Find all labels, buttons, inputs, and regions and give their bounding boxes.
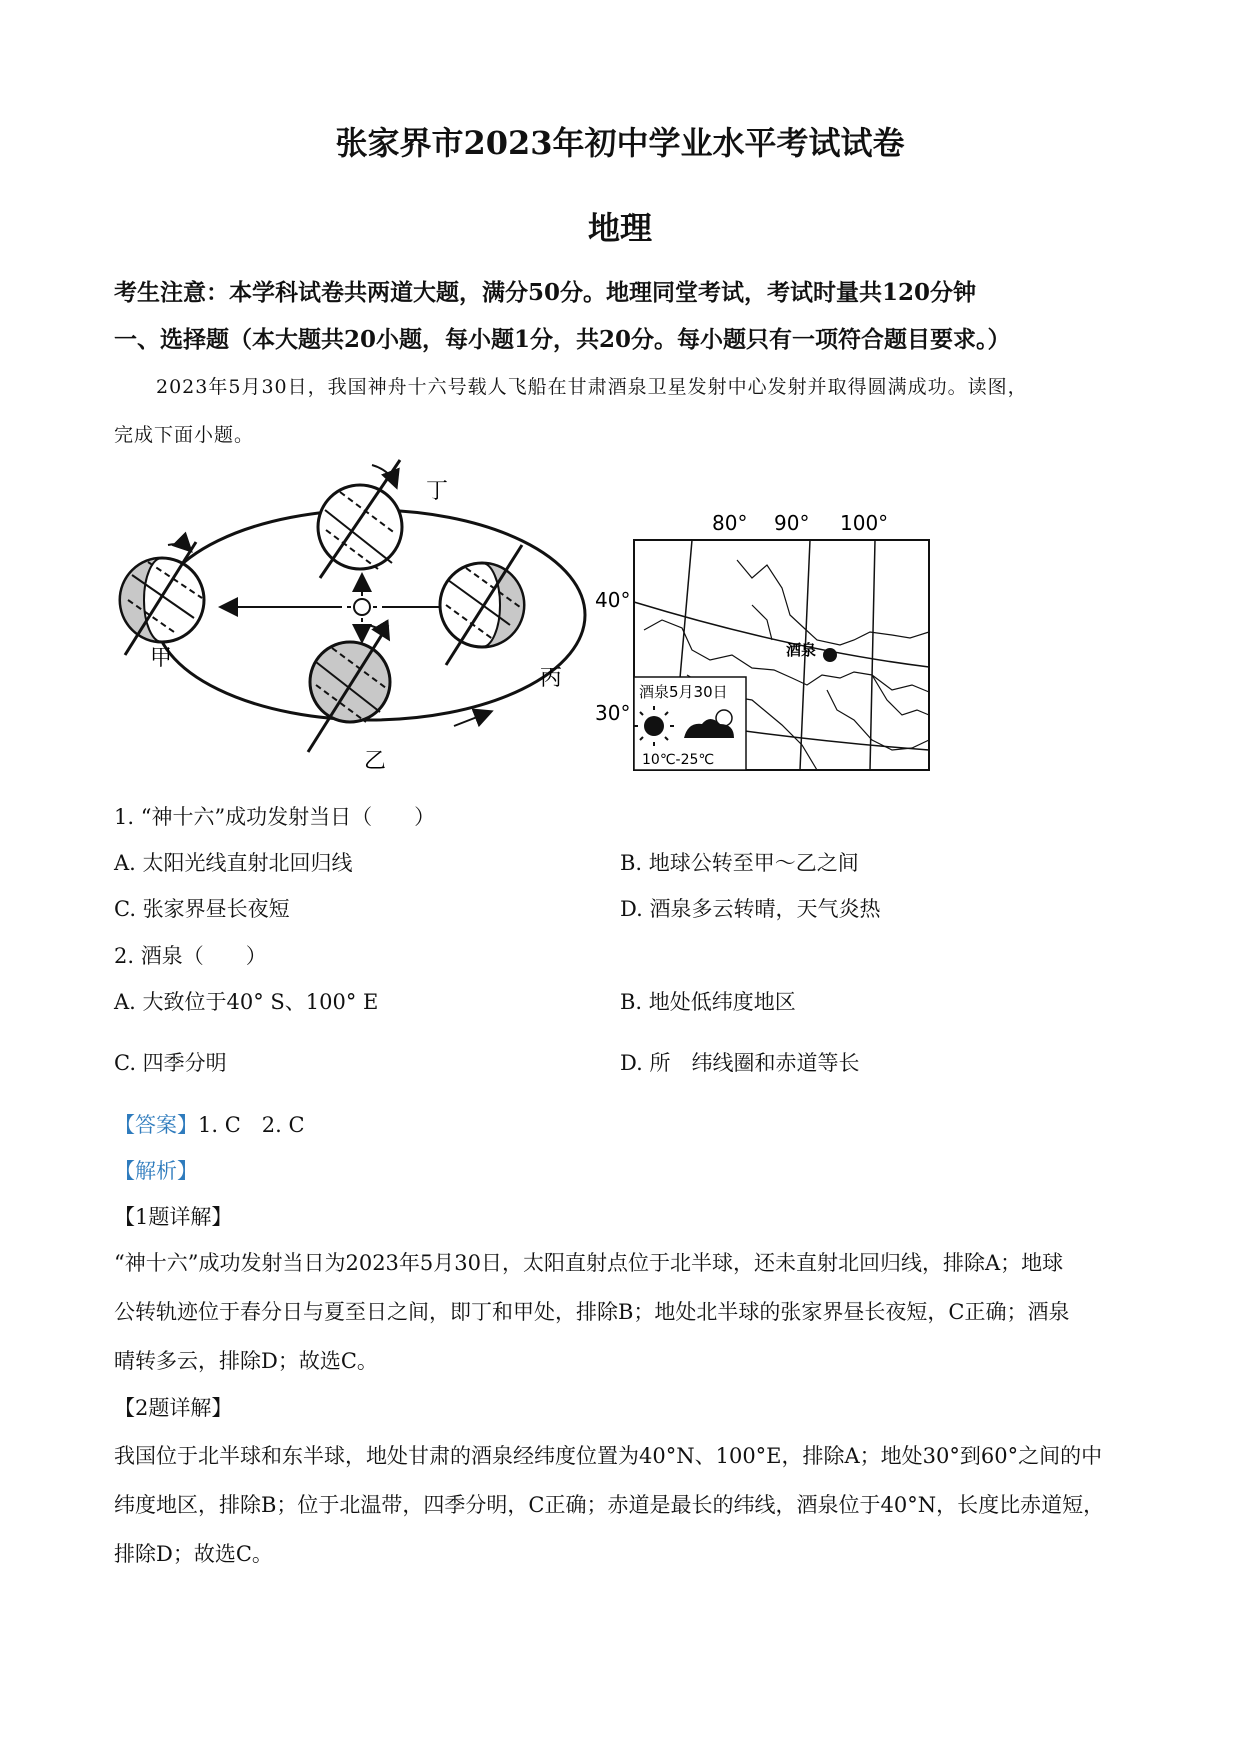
q2-analysis-title: 【2题详解】 [114, 1396, 233, 1420]
q2-analysis-line-3: 排除D；故选C。 [114, 1542, 273, 1566]
lon-90: 90° [774, 511, 810, 535]
q1-analysis-line-2: 公转轨迹位于春分日与夏至日之间，即丁和甲处，排除B；地处北半球的张家界昼长夜短，C正确；酒泉 [114, 1300, 1070, 1324]
q2-analysis-line-1: 我国位于北半球和东半球，地处甘肃的酒泉经纬度位置为40°N、100°E，排除A；地处30°到60°之间的中 [114, 1444, 1103, 1468]
q2-option-d: D. 所 纬线圈和赤道等长 [620, 1051, 860, 1075]
answer-tag: 【答案】 [114, 1113, 198, 1137]
lon-80: 80° [712, 511, 748, 535]
label-bing: 丙 [540, 666, 563, 691]
exam-notice: 考生注意：本学科试卷共两道大题，满分50分。地理同堂考试，考试时量共120分钟 [114, 279, 977, 306]
label-yi: 乙 [364, 749, 387, 774]
q1-analysis-line-3: 晴转多云，排除D；故选C。 [114, 1349, 378, 1373]
q1-analysis-title: 【1题详解】 [114, 1205, 233, 1229]
label-jia: 甲 [150, 646, 173, 671]
earth-bing [440, 545, 524, 665]
q1-option-d: D. 酒泉多云转晴，天气炎热 [620, 897, 881, 921]
q2-option-c: C. 四季分明 [114, 1051, 227, 1075]
intro-line-2: 完成下面小题。 [114, 424, 255, 446]
city-label: 酒泉 [786, 641, 817, 659]
label-ding: 丁 [426, 479, 449, 504]
earth-yi [308, 625, 390, 752]
page-title: 张家界市2023年初中学业水平考试试卷 [335, 124, 905, 162]
analysis-tag: 【解析】 [114, 1159, 198, 1183]
lat-30: 30° [595, 701, 631, 725]
lat-40: 40° [595, 588, 631, 612]
jiuquan-map [592, 510, 942, 775]
subject-title: 地理 [587, 209, 652, 247]
question-1-stem: 1. “神十六”成功发射当日（ ） [114, 805, 436, 829]
intro-line-1: 2023年5月30日，我国神舟十六号载人飞船在甘肃酒泉卫星发射中心发射并取得圆满成功。读图， [156, 376, 1028, 398]
section-title: 一、选择题（本大题共20小题，每小题1分，共20分。每小题只有一项符合题目要求。） [114, 326, 1011, 353]
weather-temp: 10℃-25℃ [642, 752, 715, 768]
earth-ding [318, 460, 402, 578]
q2-option-b: B. 地处低纬度地区 [620, 990, 796, 1014]
q2-option-a: A. 大致位于40° S、100° E [114, 990, 379, 1014]
sun-icon [347, 592, 377, 622]
q1-analysis-line-1: “神十六”成功发射当日为2023年5月30日，太阳直射点位于北半球，还未直射北回归线，排除A；地球 [114, 1251, 1064, 1275]
q1-option-b: B. 地球公转至甲～乙之间 [620, 851, 859, 875]
earth-jia [120, 542, 204, 655]
q1-option-c: C. 张家界昼长夜短 [114, 897, 290, 921]
jiuquan-dot [823, 648, 837, 662]
answer-text: 1. C 2. C [198, 1113, 305, 1137]
weather-title: 酒泉5月30日 [639, 683, 728, 701]
q2-analysis-line-2: 纬度地区，排除B；位于北温带，四季分明，C正确；赤道是最长的纬线，酒泉位于40°N，长度比赤道短， [114, 1493, 1105, 1517]
answer-line [114, 1109, 305, 1139]
lon-100: 100° [840, 511, 889, 535]
earth-orbit-diagram [110, 450, 630, 780]
question-2-stem: 2. 酒泉（ ） [114, 944, 267, 968]
q1-option-a: A. 太阳光线直射北回归线 [114, 851, 353, 875]
